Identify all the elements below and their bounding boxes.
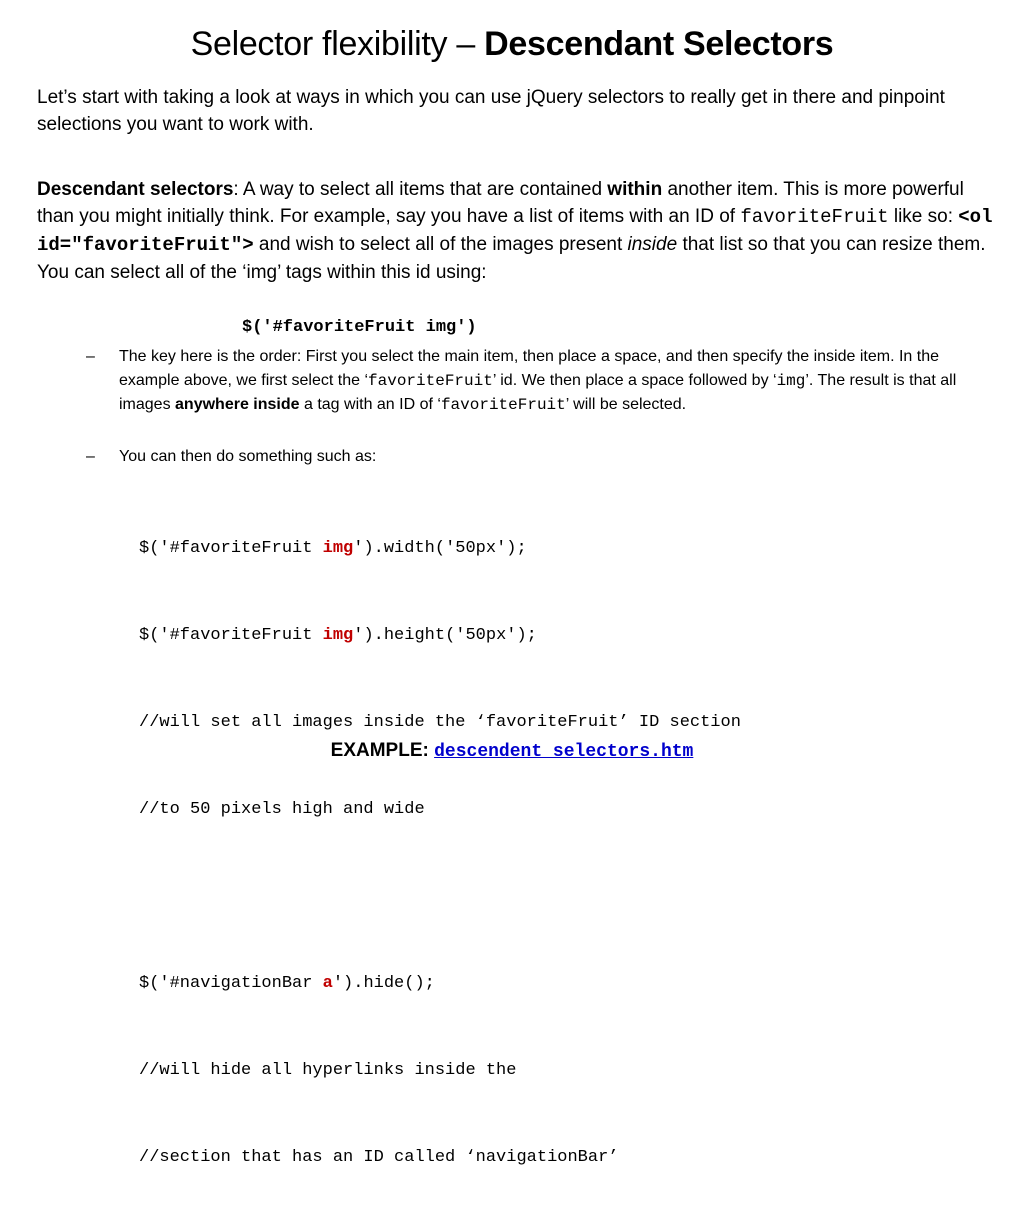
code-img-inline: img [776, 372, 806, 390]
bullet-1-text-5: ’ will be selected. [565, 396, 687, 413]
code-text: ').width('50px'); [353, 539, 527, 558]
code-keyword: img [322, 539, 354, 558]
descendant-text-2: another item. This is more powerful than you might initially think. For example, say you have a list of items with an ID of [37, 179, 964, 227]
example-label: EXAMPLE: [330, 740, 429, 761]
code-keyword: img [322, 626, 354, 645]
code-comment: //will set all images inside the ‘favoriteFruit’ ID section [139, 713, 741, 732]
code-ol-tag: <ol id="favoriteFruit"> [37, 206, 993, 256]
slide-title [0, 22, 1024, 66]
bullet-dash: – [86, 348, 95, 365]
code-line [139, 969, 741, 998]
example-footer [0, 737, 1024, 766]
code-line [139, 534, 741, 563]
code-keyword: a [322, 974, 333, 993]
bullet-1-text-2: ’ id. We then place a space followed by ‘ [492, 372, 777, 389]
title-bold: Descendant Selectors [484, 25, 834, 63]
code-favoritefruit: favoriteFruit [740, 206, 889, 228]
descendant-term: Descendant selectors [37, 179, 234, 200]
anywhere-inside-emphasis: anywhere inside [175, 396, 300, 413]
code-favoritefruit-inline: favoriteFruit [368, 372, 493, 390]
code-comment: //will hide all hyperlinks inside the [139, 1061, 517, 1080]
bullet-text [119, 345, 989, 417]
code-text: ').height('50px'); [353, 626, 537, 645]
inside-emphasis: inside [627, 234, 678, 255]
descendant-text-3: like so: [888, 206, 959, 227]
selector-example: $('#favoriteFruit img') [242, 318, 477, 337]
descendant-paragraph [37, 176, 997, 286]
code-text: ').hide(); [332, 974, 435, 993]
code-line [139, 621, 741, 650]
intro-paragraph: Let’s start with taking a look at ways in which you can use jQuery selectors to really get in there and pinpoint selections you want to work with. [37, 87, 945, 135]
code-block [139, 476, 741, 1230]
descendant-text-1: : A way to select all items that are contained [233, 179, 608, 200]
bullet-1-text-1: The key here is the order: First you select the main item, then place a space, and then specify the inside item. In the example above, we first select the ‘ [119, 348, 939, 389]
code-blank-line [139, 882, 741, 911]
descendant-text-5: that list so that you can resize them. You can select all of the ‘img’ tags within this id using: [37, 234, 986, 283]
example-link[interactable]: descendent_selectors.htm [434, 742, 694, 762]
code-favoritefruit-inline-2: favoriteFruit [440, 396, 566, 414]
code-comment: //section that has an ID called ‘navigationBar’ [139, 1148, 619, 1167]
bullet-1-text-3: ’. The result is that all images [119, 372, 957, 413]
bullet-1-text-4: a tag with an ID of ‘ [299, 396, 441, 413]
code-comment: //to 50 pixels high and wide [139, 800, 425, 819]
bullet-dash: – [86, 448, 95, 465]
within-emphasis: within [607, 179, 663, 200]
bullet-text: You can then do something such as: [119, 448, 377, 465]
descendant-text-4: and wish to select all of the images present [253, 234, 628, 255]
code-text: $('#favoriteFruit [139, 626, 323, 645]
title-normal: Selector flexibility – [190, 25, 485, 63]
code-text: $('#favoriteFruit [139, 539, 323, 558]
code-text: $('#navigationBar [139, 974, 323, 993]
